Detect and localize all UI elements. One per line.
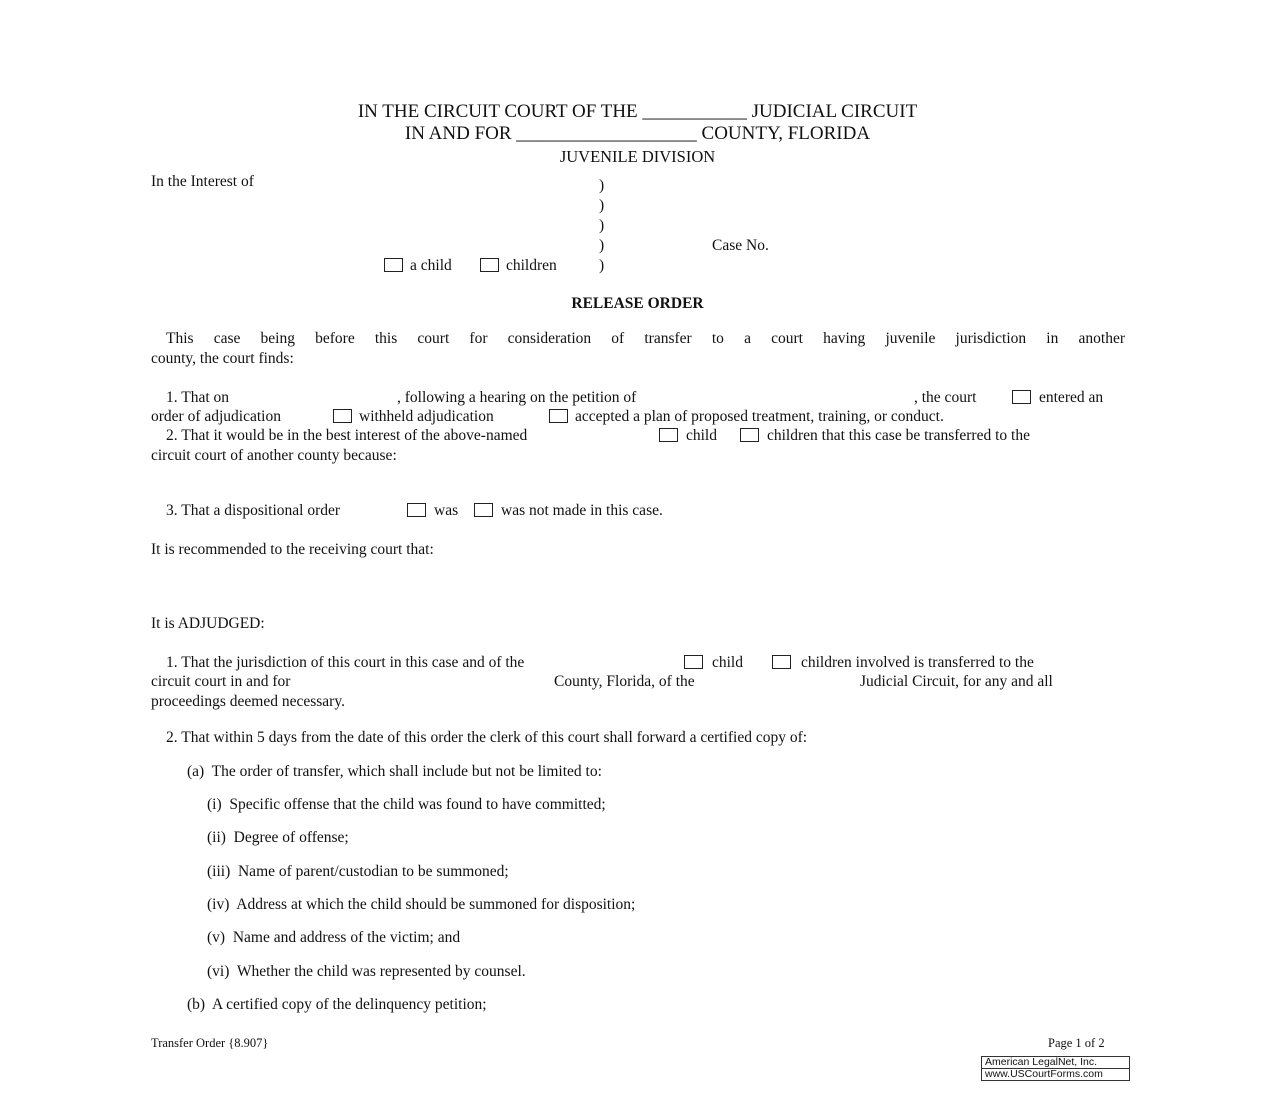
document-title: RELEASE ORDER (571, 295, 704, 312)
finding1-text-e: order of adjudication (151, 408, 281, 425)
adj1-text-b: child (712, 654, 743, 671)
item-ii: (ii) Degree of offense; (207, 829, 349, 846)
dispositional-was-not-checkbox[interactable] (474, 503, 493, 517)
item-b: (b) A certified copy of the delinquency petition; (187, 996, 487, 1013)
item-i: (i) Specific offense that the child was found to have committed; (207, 796, 606, 813)
publisher-badge[interactable] (981, 1056, 1130, 1081)
intro-line1: This case being before this court for consideration of transfer to a court having juvenile jurisdiction in another (166, 330, 1125, 347)
caption-paren: ) (599, 197, 605, 214)
withheld-adjudication-checkbox[interactable] (333, 409, 352, 423)
caption-paren: ) (599, 237, 605, 254)
adj1-text-a: 1. That the jurisdiction of this court in this case and of the (166, 654, 525, 671)
court-heading-line2: IN AND FOR ___________________ COUNTY, FLORIDA (404, 123, 871, 144)
adjudged-heading: It is ADJUDGED: (151, 615, 265, 632)
page-number: Page 1 of 2 (1048, 1036, 1105, 1050)
adj1-text-e: County, Florida, of the (554, 673, 695, 690)
adj1-child-checkbox[interactable] (684, 655, 703, 669)
item-a: (a) The order of transfer, which shall include but not be limited to: (187, 763, 602, 780)
item-vi: (vi) Whether the child was represented by counsel. (207, 963, 526, 980)
adj1-text-f: Judicial Circuit, for any and all (860, 673, 1053, 690)
case-number-label: Case No. (712, 237, 769, 254)
form-number: Transfer Order {8.907} (151, 1036, 269, 1050)
recommended-text: It is recommended to the receiving court that: (151, 541, 434, 558)
finding2-text-c: children that this case be transferred to the (767, 427, 1030, 444)
entered-adjudication-checkbox[interactable] (1012, 390, 1031, 404)
caption-child-label: a child (410, 257, 452, 274)
caption-children-checkbox[interactable] (480, 258, 499, 272)
finding1-text-g: accepted a plan of proposed treatment, training, or conduct. (575, 408, 944, 425)
finding1-text-a: 1. That on (166, 389, 229, 406)
finding2-child-checkbox[interactable] (659, 428, 678, 442)
finding1-text-d: entered an (1039, 389, 1104, 406)
finding2-text-b: child (686, 427, 717, 444)
finding3-text-b: was (434, 502, 459, 519)
court-heading-line1: IN THE CIRCUIT COURT OF THE ___________ JUDICIAL CIRCUIT (357, 101, 918, 122)
publisher-url[interactable]: www.USCourtForms.com (982, 1068, 1129, 1080)
adj1-text-c: children involved is transferred to the (801, 654, 1034, 671)
adj1-children-checkbox[interactable] (772, 655, 791, 669)
adj1-text-g: proceedings deemed necessary. (151, 693, 345, 710)
caption-children-label: children (506, 257, 557, 274)
publisher-name: American LegalNet, Inc. (985, 1056, 1098, 1068)
intro-line2: county, the court finds: (151, 350, 294, 367)
caption-paren: ) (599, 257, 605, 274)
finding3-text-a: 3. That a dispositional order (166, 502, 341, 519)
finding3-text-c: was not made in this case. (501, 502, 663, 519)
interest-label: In the Interest of (151, 173, 254, 190)
finding1-text-c: , the court (914, 389, 977, 406)
caption-child-checkbox[interactable] (384, 258, 403, 272)
finding1-text-b: , following a hearing on the petition of (397, 389, 637, 406)
adj1-text-d: circuit court in and for (151, 673, 291, 690)
finding2-text-d: circuit court of another county because: (151, 447, 397, 464)
accepted-plan-checkbox[interactable] (549, 409, 568, 423)
dispositional-was-checkbox[interactable] (407, 503, 426, 517)
item-v: (v) Name and address of the victim; and (207, 929, 461, 946)
caption-paren: ) (599, 177, 605, 194)
item-iv: (iv) Address at which the child should be summoned for disposition; (207, 896, 636, 913)
finding2-children-checkbox[interactable] (740, 428, 759, 442)
adj2-text: 2. That within 5 days from the date of this order the clerk of this court shall forward a certified copy of: (166, 729, 808, 746)
finding1-text-f: withheld adjudication (359, 408, 494, 425)
finding2-text-a: 2. That it would be in the best interest of the above-named (166, 427, 528, 444)
division-heading: JUVENILE DIVISION (559, 147, 716, 166)
caption-paren: ) (599, 217, 605, 234)
item-iii: (iii) Name of parent/custodian to be summoned; (207, 863, 509, 880)
